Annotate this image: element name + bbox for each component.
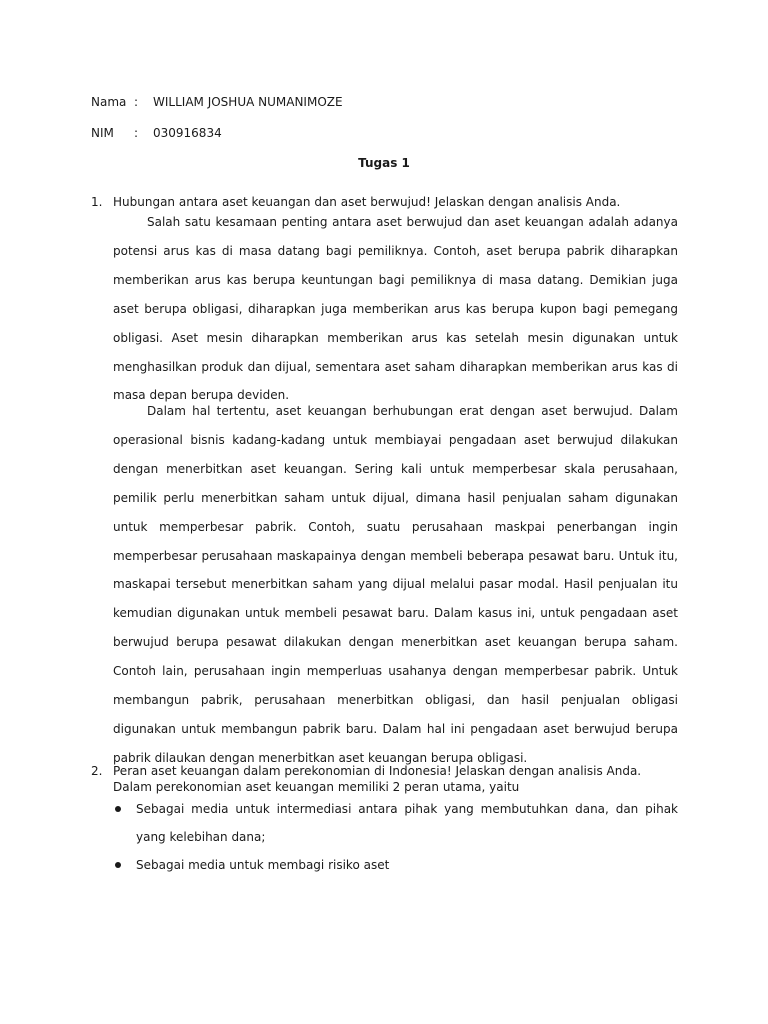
list-item — [113, 795, 678, 851]
answer-1-paragraph-2: Dalam hal tertentu, aset keuangan berhubungan erat dengan aset berwujud. Dalam operasional bisnis kadang-kadang untuk membiayai pengadaan aset berwujud dilakukan dengan menerbitkan aset keuangan. Sering kali untuk memperbesar skala perusahaan, pemilik perlu menerbitkan saham untuk dijual, dimana hasil penjualan saham digunakan untuk memperbesar pabrik. Contoh, suatu perusahaan maskpai penerbangan ingin memperbesar perusahaan maskapainya dengan membeli beberapa pesawat baru. Untuk itu, maskapai tersebut menerbitkan saham yang dijual melalui pasar modal. Hasil penjualan itu kemudian digunakan untuk membeli pesawat baru. Dalam kasus ini, untuk pengadaan aset berwujud berupa pesawat dilakukan dengan menerbitkan aset keuangan berupa saham. Contoh lain, perusahaan ingin memperluas usahanya dengan memperbesar pabrik. Untuk membangun pabrik, perusahaan menerbitkan obligasi, dan hasil penjualan obligasi digunakan untuk membangun pabrik baru. Dalam hal ini pengadaan aset berwujud berupa pabrik dilaukan dengan menerbitkan aset keuangan berupa obligasi. — [113, 404, 678, 765]
answer-2-intro: Dalam perekonomian aset keuangan memiliki 2 peran utama, yaitu — [113, 780, 520, 794]
bullet-text: Sebagai media untuk intermediasi antara pihak yang membutuhkan dana, dan pihak yang kelebihan dana; — [136, 802, 678, 844]
document-title: Tugas 1 — [358, 156, 410, 170]
question-1-number: 1. — [91, 195, 103, 209]
list-item — [113, 851, 678, 879]
nim-label: NIM — [91, 126, 114, 140]
name-label: Nama — [91, 95, 127, 109]
question-2-number: 2. — [91, 764, 103, 778]
bullet-icon — [115, 806, 121, 812]
bullet-icon — [115, 862, 121, 868]
nim-value: 030916834 — [153, 126, 222, 140]
bullet-text: Sebagai media untuk membagi risiko aset — [136, 858, 390, 872]
answer-1-paragraph-1: Salah satu kesamaan penting antara aset berwujud dan aset keuangan adalah adanya potensi arus kas di masa datang bagi pemiliknya. Contoh, aset berupa pabrik diharapkan memberikan arus kas berupa keuntungan bagi pemiliknya di masa datang. Demikian juga aset berupa obligasi, diharapkan juga memberikan arus kas berupa kupon bagi pemegang obligasi. Aset mesin diharapkan memberikan arus kas setelah mesin digunakan untuk menghasilkan produk dan dijual, sementara aset saham diharapkan memberikan arus kas di masa depan berupa deviden. — [113, 215, 678, 403]
name-value: WILLIAM JOSHUA NUMANIMOZE — [153, 95, 343, 109]
question-1-text: Hubungan antara aset keuangan dan aset berwujud! Jelaskan dengan analisis Anda. — [113, 195, 621, 209]
nim-colon: : — [134, 126, 139, 140]
answer-2-bullet-list — [113, 795, 678, 879]
name-colon: : — [134, 95, 139, 109]
question-2-text: Peran aset keuangan dalam perekonomian di Indonesia! Jelaskan dengan analisis Anda. — [113, 764, 642, 778]
